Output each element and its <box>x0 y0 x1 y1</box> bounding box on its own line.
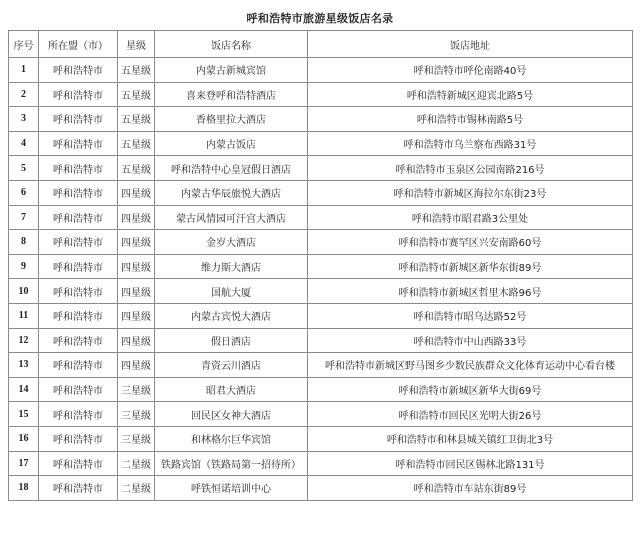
cell-star-rating: 三星级 <box>118 377 155 402</box>
table-row <box>9 402 633 427</box>
cell-index: 8 <box>9 230 39 255</box>
document-title: 呼和浩特市旅游星级饭店名录 <box>246 12 394 25</box>
cell-index: 9 <box>9 254 39 279</box>
cell-star-rating: 五星级 <box>118 131 155 156</box>
cell-hotel-address: 呼和浩特市新城区哲里木路96号 <box>308 279 633 304</box>
cell-hotel-name: 蒙古风情园可汗宫大酒店 <box>155 205 308 230</box>
cell-city: 呼和浩特市 <box>39 353 118 378</box>
cell-hotel-name: 呼铁恒诺培训中心 <box>155 476 308 501</box>
table-row <box>9 107 633 132</box>
cell-hotel-name: 呼和浩特中心皇冠假日酒店 <box>155 156 308 181</box>
cell-city: 呼和浩特市 <box>39 58 118 83</box>
cell-index: 4 <box>9 131 39 156</box>
cell-hotel-address: 呼和浩特市乌兰察布西路31号 <box>308 131 633 156</box>
cell-hotel-address: 呼和浩特市昭乌达路52号 <box>308 303 633 328</box>
cell-hotel-address: 呼和浩特市昭君路3公里处 <box>308 205 633 230</box>
cell-city: 呼和浩特市 <box>39 254 118 279</box>
cell-star-rating: 三星级 <box>118 426 155 451</box>
cell-index: 3 <box>9 107 39 132</box>
table-row <box>9 426 633 451</box>
cell-index: 17 <box>9 451 39 476</box>
cell-city: 呼和浩特市 <box>39 205 118 230</box>
cell-hotel-name: 内蒙古宾悦大酒店 <box>155 303 308 328</box>
cell-city: 呼和浩特市 <box>39 279 118 304</box>
cell-index: 6 <box>9 180 39 205</box>
cell-star-rating: 四星级 <box>118 303 155 328</box>
cell-star-rating: 四星级 <box>118 230 155 255</box>
table-row <box>9 180 633 205</box>
table-row <box>9 377 633 402</box>
cell-hotel-name: 维力斯大酒店 <box>155 254 308 279</box>
cell-index: 18 <box>9 476 39 501</box>
cell-hotel-address: 呼和浩特市赛罕区兴安南路60号 <box>308 230 633 255</box>
cell-hotel-name: 香格里拉大酒店 <box>155 107 308 132</box>
cell-index: 10 <box>9 279 39 304</box>
cell-index: 15 <box>9 402 39 427</box>
table-row <box>9 279 633 304</box>
cell-index: 11 <box>9 303 39 328</box>
cell-star-rating: 三星级 <box>118 402 155 427</box>
cell-star-rating: 二星级 <box>118 451 155 476</box>
header-city: 所在盟（市） <box>39 31 118 58</box>
cell-hotel-name: 国航大厦 <box>155 279 308 304</box>
cell-star-rating: 四星级 <box>118 205 155 230</box>
cell-city: 呼和浩特市 <box>39 131 118 156</box>
cell-city: 呼和浩特市 <box>39 377 118 402</box>
cell-hotel-address: 呼和浩特市回民区光明大街26号 <box>308 402 633 427</box>
cell-city: 呼和浩特市 <box>39 107 118 132</box>
cell-city: 呼和浩特市 <box>39 230 118 255</box>
header-hotel-address: 饭店地址 <box>308 31 633 58</box>
cell-index: 7 <box>9 205 39 230</box>
cell-star-rating: 五星级 <box>118 156 155 181</box>
cell-city: 呼和浩特市 <box>39 82 118 107</box>
cell-city: 呼和浩特市 <box>39 303 118 328</box>
header-star-rating: 星级 <box>118 31 155 58</box>
table-body <box>9 58 633 501</box>
cell-hotel-name: 金岁大酒店 <box>155 230 308 255</box>
cell-hotel-name: 回民区女神大酒店 <box>155 402 308 427</box>
cell-hotel-address: 呼和浩特市车站东街89号 <box>308 476 633 501</box>
hotel-roster-table <box>8 30 633 501</box>
header-index: 序号 <box>9 31 39 58</box>
cell-city: 呼和浩特市 <box>39 156 118 181</box>
cell-hotel-address: 呼和浩特市回民区锡林北路131号 <box>308 451 633 476</box>
cell-hotel-name: 铁路宾馆（铁路局第一招待所） <box>155 451 308 476</box>
cell-hotel-address: 呼和浩特市锡林南路5号 <box>308 107 633 132</box>
cell-index: 13 <box>9 353 39 378</box>
cell-star-rating: 二星级 <box>118 476 155 501</box>
table-row <box>9 476 633 501</box>
cell-city: 呼和浩特市 <box>39 328 118 353</box>
cell-hotel-address: 呼和浩特市新城区野马图乡少数民族群众文化体育运动中心看台楼 <box>308 353 633 378</box>
cell-star-rating: 四星级 <box>118 279 155 304</box>
table-row <box>9 156 633 181</box>
table-row <box>9 451 633 476</box>
cell-star-rating: 五星级 <box>118 107 155 132</box>
cell-hotel-address: 呼和浩特市和林县城关镇红卫街北3号 <box>308 426 633 451</box>
cell-city: 呼和浩特市 <box>39 476 118 501</box>
table-row <box>9 328 633 353</box>
cell-hotel-address: 呼和浩特新城区迎宾北路5号 <box>308 82 633 107</box>
cell-city: 呼和浩特市 <box>39 426 118 451</box>
cell-index: 5 <box>9 156 39 181</box>
cell-hotel-name: 喜来登呼和浩特酒店 <box>155 82 308 107</box>
cell-star-rating: 五星级 <box>118 82 155 107</box>
cell-star-rating: 四星级 <box>118 353 155 378</box>
cell-city: 呼和浩特市 <box>39 402 118 427</box>
cell-hotel-address: 呼和浩特市呼伦南路40号 <box>308 58 633 83</box>
cell-index: 14 <box>9 377 39 402</box>
table-row <box>9 205 633 230</box>
cell-hotel-name: 内蒙古华辰旅悦大酒店 <box>155 180 308 205</box>
cell-hotel-name: 和林格尔巨华宾馆 <box>155 426 308 451</box>
cell-hotel-name: 昭君大酒店 <box>155 377 308 402</box>
cell-hotel-address: 呼和浩特市新城区新华大街69号 <box>308 377 633 402</box>
table-row <box>9 230 633 255</box>
cell-index: 12 <box>9 328 39 353</box>
cell-hotel-address: 呼和浩特市新城区新华东街89号 <box>308 254 633 279</box>
cell-hotel-address: 呼和浩特市中山西路33号 <box>308 328 633 353</box>
cell-index: 1 <box>9 58 39 83</box>
cell-hotel-address: 呼和浩特市新城区海拉尔东街23号 <box>308 180 633 205</box>
cell-star-rating: 四星级 <box>118 254 155 279</box>
cell-star-rating: 五星级 <box>118 58 155 83</box>
table-row <box>9 58 633 83</box>
cell-hotel-name: 内蒙古饭店 <box>155 131 308 156</box>
cell-index: 16 <box>9 426 39 451</box>
cell-hotel-name: 假日酒店 <box>155 328 308 353</box>
header-hotel-name: 饭店名称 <box>155 31 308 58</box>
cell-hotel-name: 青资云川酒店 <box>155 353 308 378</box>
cell-index: 2 <box>9 82 39 107</box>
table-row <box>9 353 633 378</box>
cell-star-rating: 四星级 <box>118 180 155 205</box>
table-header-row <box>9 31 633 58</box>
cell-hotel-address: 呼和浩特市玉泉区公园南路216号 <box>308 156 633 181</box>
cell-hotel-name: 内蒙古新城宾馆 <box>155 58 308 83</box>
table-row <box>9 254 633 279</box>
cell-city: 呼和浩特市 <box>39 180 118 205</box>
table-row <box>9 303 633 328</box>
cell-city: 呼和浩特市 <box>39 451 118 476</box>
cell-star-rating: 四星级 <box>118 328 155 353</box>
table-row <box>9 82 633 107</box>
table-row <box>9 131 633 156</box>
